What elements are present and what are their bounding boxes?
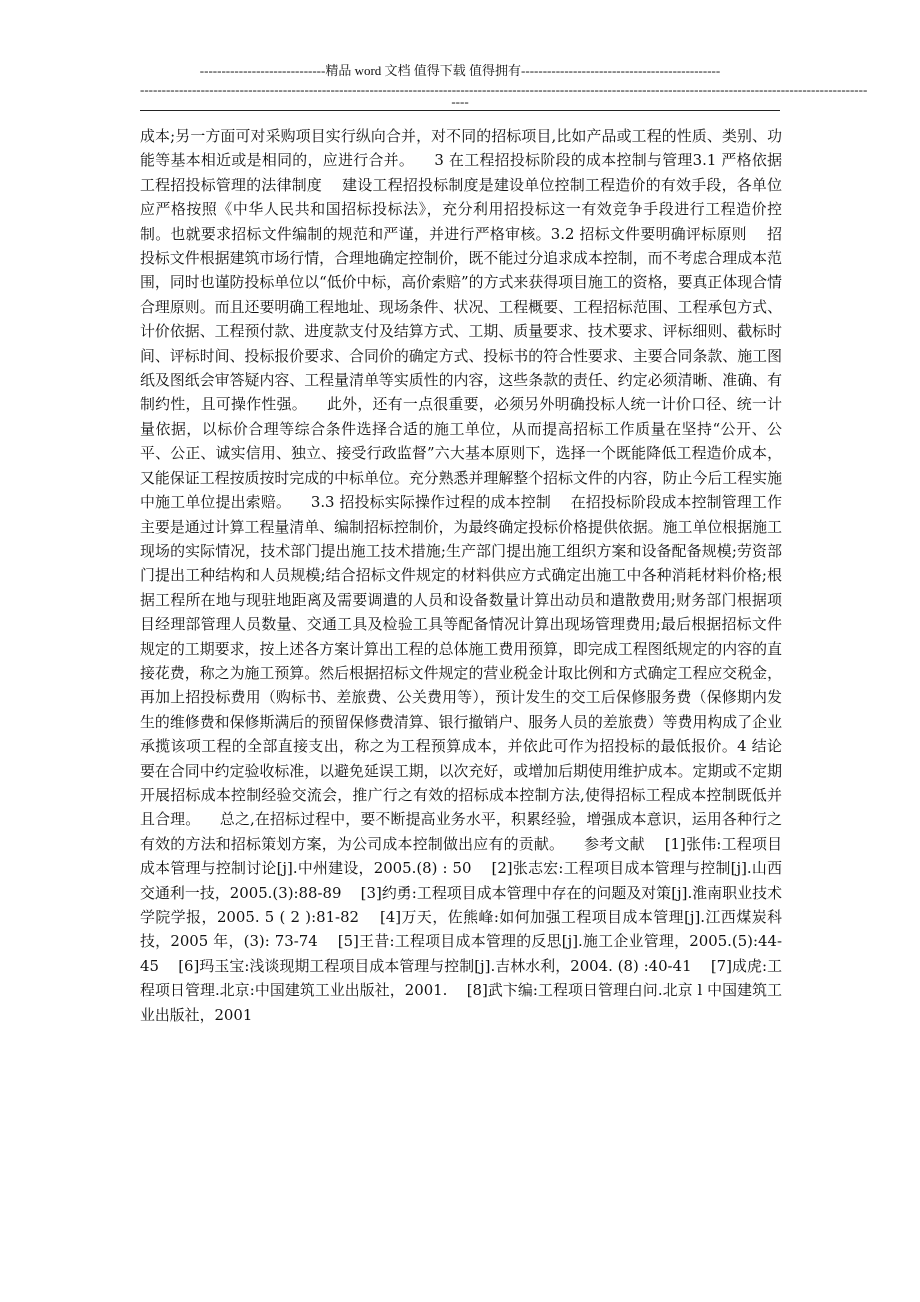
- header-dash-tail: ----: [451, 94, 469, 109]
- header-banner: -----------------------------精品 word 文档 值得下载 值得拥有----------------------------------------------: [199, 63, 721, 78]
- body-paragraph: 成本;另一方面可对采购项目实行纵向合并，对不同的招标项目,比如产品或工程的性质、类别、功能等基本相近或是相同的，应进行合并。 3 在工程招投标阶段的成本控制与管理3.1 严格依据工程招投标管理的法律制度 建设工程招投标制度是建设单位控制工程造价的有效手段，各单位应严格按照《中华人民共和国招标投标法》，充分利用招投标这一有效竞争手段进行工程造价控制。也就要求招标文件编制的规范和严谨，并进行严格审核。3.2 招标文件要明确评标原则 招投标文件根据建筑市场行情，合理地确定控制价，既不能过分追求成本控制，而不考虑合理成本范围，同时也谨防投标单位以“低价中标，高价索赔”的方式来获得项目施工的资格，要真正体现合情合理原则。而且还要明确工程地址、现场条件、状况、工程概要、工程招标范围、工程承包方式、计价依据、工程预付款、进度款支付及结算方式、工期、质量要求、技术要求、评标细则、截标时间、评标时间、投标报价要求、合同价的确定方式、投标书的符合性要求、主要合同条款、施工图纸及图纸会审答疑内容、工程量清单等实质性的内容，这些条款的责任、约定必须清晰、准确、有制约性，且可操作性强。 此外，还有一点很重要，必须另外明确投标人统一计价口径、统一计量依据，以标价合理等综合条件选择合适的施工单位，从而提高招标工作质量在坚持“公开、公平、公正、诚实信用、独立、接受行政监督”六大基本原则下，选择一个既能降低工程造价成本，又能保证工程按质按时完成的中标单位。充分熟悉并理解整个招标文件的内容，防止今后工程实施中施工单位提出索赔。 3.3 招投标实际操作过程的成本控制 在招投标阶段成本控制管理工作主要是通过计算工程量清单、编制招标控制价，为最终确定投标价格提供依据。施工单位根据施工现场的实际情况，技术部门提出施工技术措施;生产部门提出施工组织方案和设备配备规模;劳资部门提出工种结构和人员规模;结合招标文件规定的材料供应方式确定出施工中各种消耗材料价格;根据工程所在地与现驻地距离及需要调遣的人员和设备数量计算出动员和遣散费用;财务部门根据项目经理部管理人员数量、交通工具及检验工具等配备情况计算出现场管理费用;最后根据招标文件规定的工期要求，按上述各方案计算出工程的总体施工费用预算，即完成工程图纸规定的内容的直接花费，称之为施工预算。然后根据招标文件规定的营业税金计取比例和方式确定工程应交税金，再加上招投标费用（购标书、差旅费、公关费用等），预计发生的交工后保修服务费（保修期内发生的维修费和保修斯满后的预留保修费清算、银行撤销户、服务人员的差旅费）等费用构成了企业承揽该项工程的全部直接支出，称之为工程预算成本，并依此可作为招投标的最低报价。4 结论 要在合同中约定验收标准，以避免延误工期，以次充好，或增加后期使用维护成本。定期或不定期开展招标成本控制经验交流会，推广行之有效的招标成本控制方法,使得招标工程成本控制既低并且合理。 总之,在招标过程中，要不断提高业务水平，积累经验，增强成本意识，运用各种行之有效的方法和招标策划方案，为公司成本控制做出应有的贡献。 参考文献 [1]张伟:工程项目成本管理与控制讨论[j].中州建设，2005.(8) : 50 [2]张志宏:工程项目成本管理与控制[j].山西交通利一技，2005.(3):88-89 [3]约勇:工程项目成本管理中存在的问题及对策[j].淮南职业技术学院学报，2005. 5 ( 2 ):81-82 [4]万天，佐熊峰:如何加强工程项目成本管理[j].江西煤炭科技，2005 年，(3): 73-74 [5]王昔:工程项目成本管理的反思[j].施工企业管理，2005.(5):44-45 [6]玛玉宝:浅谈现期工程项目成本管理与控制[j].吉林水利，2004. (8) :40-41 [7]成虎:工程项日管理.北京:中国建筑工业出版社，2001. [8]武卞编:工程项日管理白问.北京 l 中国建筑工业出版社，2001: [140, 127, 801, 1024]
- document-body: [140, 124, 801, 1027]
- header-divider: [140, 110, 780, 111]
- header-dash-line: ------------------------------------------------------------------------------------------------------------------------------------------------------------------------: [140, 82, 868, 97]
